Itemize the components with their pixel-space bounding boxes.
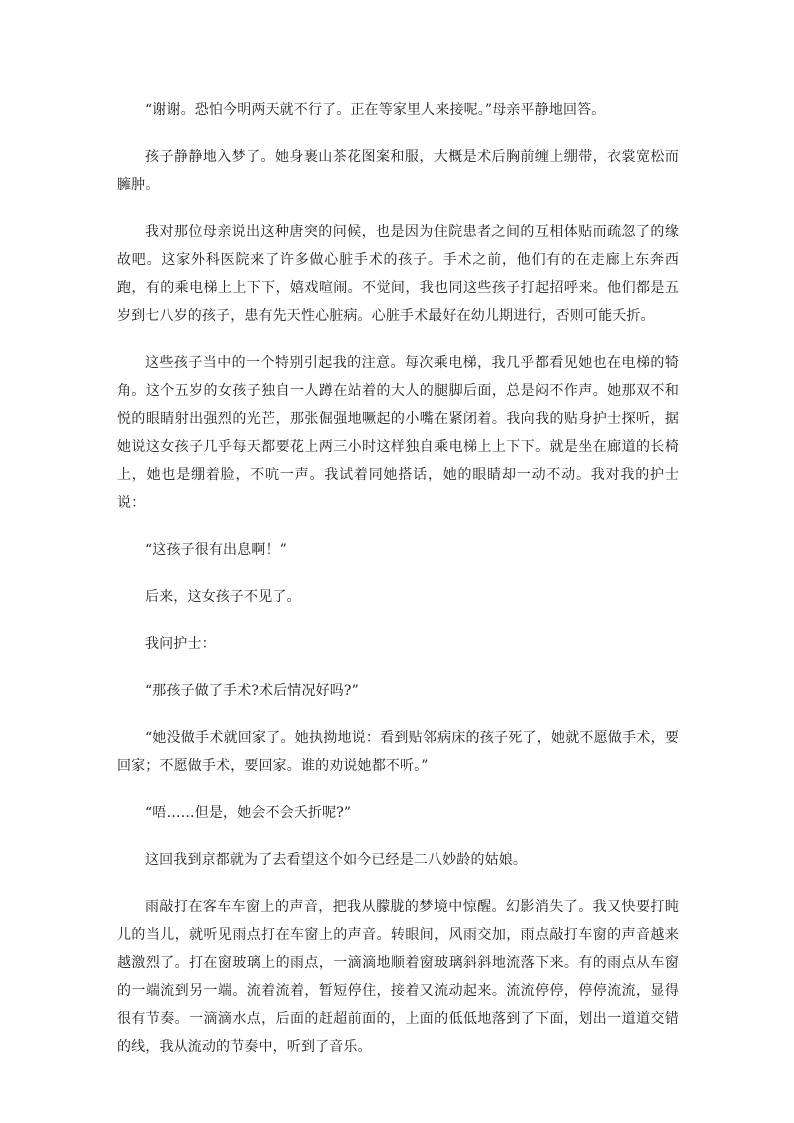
paragraph: 我对那位母亲说出这种唐突的问候，也是因为住院患者之间的互相体贴而疏忽了的缘故吧。这家外科医院来了许多做心脏手术的孩子。手术之前，他们有的在走廊上东奔西跑，有的乘电梯上上下下，嬉戏喧闹。不觉间，我也同这些孩子打起招呼来。他们都是五岁到七八岁的孩子，患有先天性心脏病。心脏手术最好在幼儿期进行，否则可能夭折。 bbox=[117, 224, 679, 324]
paragraph: 我问护士： bbox=[145, 636, 216, 652]
paragraph: 孩子静静地入梦了。她身裹山茶花图案和服，大概是术后胸前缠上绷带，衣裳宽松而臃肿。 bbox=[117, 149, 679, 193]
paragraph: 这回我到京都就为了去看望这个如今已经是二八妙龄的姑娘。 bbox=[145, 852, 528, 868]
paragraph: “这孩子很有出息啊！” bbox=[145, 542, 287, 558]
paragraph: “唔……但是，她会不会夭折呢?” bbox=[145, 805, 352, 821]
paragraph: “那孩子做了手术?术后情况好吗?” bbox=[145, 683, 359, 699]
document-body bbox=[117, 96, 679, 1061]
paragraph: “她没做手术就回家了。她执拗地说：看到贴邻病床的孩子死了，她就不愿做手术，要回家；不愿做手术，要回家。谁的劝说她都不听。” bbox=[117, 730, 679, 774]
paragraph: 后来，这女孩子不见了。 bbox=[145, 589, 301, 605]
paragraph: 这些孩子当中的一个特别引起我的注意。每次乘电梯，我几乎都看见她也在电梯的犄角。这个五岁的女孩子独自一人蹲在站着的大人的腿脚后面，总是闷不作声。她那双不和悦的眼睛射出强烈的光芒，那张倔强地噘起的小嘴在紧闭着。我向我的贴身护士探听，据她说这女孩子几乎每天都要花上两三小时这样独自乘电梯上上下下。就是坐在廊道的长椅上，她也是绷着脸，不吭一声。我试着同她搭话，她的眼睛却一动不动。我对我的护士说： bbox=[117, 355, 679, 511]
paragraph: 雨敲打在客车车窗上的声音，把我从朦胧的梦境中惊醒。幻影消失了。我又快要打盹儿的当儿，就听见雨点打在车窗上的声音。转眼间，风雨交加，雨点敲打车窗的声音越来越激烈了。打在窗玻璃上的雨点，一滴滴地顺着窗玻璃斜斜地流落下来。有的雨点从车窗的一端流到另一端。流着流着，暂短停住，接着又流动起来。流流停停，停停流流，显得很有节奏。一滴滴水点，后面的赶超前面的，上面的低低地落到了下面，划出一道道交错的线，我从流动的节奏中，听到了音乐。 bbox=[117, 899, 679, 1055]
paragraph: “谢谢。恐怕今明两天就不行了。正在等家里人来接呢。”母亲平静地回答。 bbox=[145, 102, 606, 118]
